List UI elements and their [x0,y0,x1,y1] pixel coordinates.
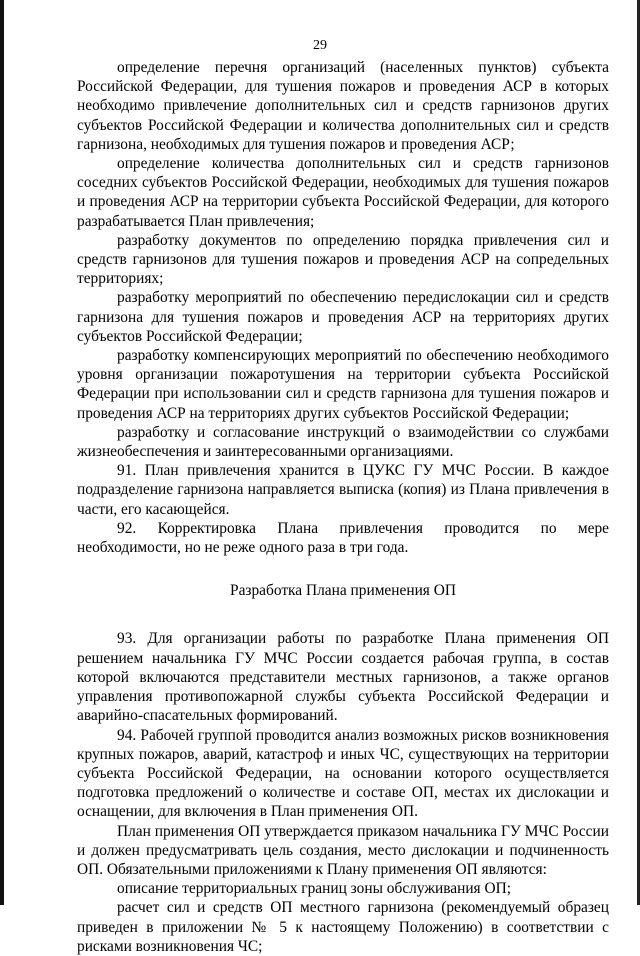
paragraph: разработку и согласование инструкций о взаимодействии со службами жизнеобеспечения и заинтересованными организациями. [77,423,609,461]
paragraph: 91. План привлечения хранится в ЦУКС ГУ МЧС России. В каждое подразделение гарнизона направляется выписка (копия) из Плана привлечения в части, его касающейся. [77,462,609,518]
page-number: 29 [313,38,327,53]
paragraph: 94. Рабочей группой проводится анализ возможных рисков возникновения крупных пожаров, аварий, катастроф и иных ЧС, существующих на территории субъекта Российской Федерации, на основании которого осуществляется подготовка предложений о количестве и составе ОП, местах их дислокации и оснащении, для включения в План применения ОП. [77,726,609,821]
paragraph: определение перечня организаций (населенных пунктов) субъекта Российской Федерации, для тушения пожаров и проведения АСР в которых необходимо привлечение дополнительных сил и средств гарнизонов других субъектов Российской Федерации и количества дополнительных сил и средств гарнизона, необходимых для тушения пожаров и проведения АСР; [77,59,609,153]
scan-edge-left [0,0,4,905]
paragraph: разработку мероприятий по обеспечению передислокации сил и средств гарнизона для тушения пожаров и проведения АСР на территориях других субъектов Российской Федерации; [77,289,609,345]
paragraph: 92. Корректировка Плана привлечения проводится по мере необходимости, но не реже одного раза в три года. [77,519,609,557]
paragraph: разработку документов по определению порядка привлечения сил и средств гарнизонов для тушения пожаров и проведения АСР на сопредельных территориях; [77,231,609,288]
paragraph: расчет сил и средств ОП местного гарнизона (рекомендуемый образец приведен в приложении № 5 к настоящему Положению) в соответствии с рисками возникновения ЧС; [77,899,609,955]
paragraph: разработку компенсирующих мероприятий по обеспечению необходимого уровня организации пожаротушения на территории субъекта Российской Федерации при использовании сил и средств гарнизона для тушения пожаров и проведения АСР на территориях других субъектов Российской Федерации; [77,347,609,422]
paragraph: План применения ОП утверждается приказом начальника ГУ МЧС России и должен предусматривать цель создания, место дислокации и подчиненность ОП. Обязательными приложениями к Плану применения ОП являются: [77,822,609,878]
section-heading: Разработка Плана применения ОП [230,582,456,600]
paragraph: описание территориальных границ зоны обслуживания ОП; [117,880,511,898]
paragraph: определение количества дополнительных сил и средств гарнизонов соседних субъектов Российской Федерации, необходимых для тушения пожаров и проведения АСР на территории субъекта Российской Федерации, для которого разрабатывается План привлечения; [77,155,609,230]
document-body [77,58,609,956]
paragraph: 93. Для организации работы по разработке Плана применения ОП решением начальника ГУ МЧС России создается рабочая группа, в состав которой включаются представители местных гарнизонов, а также органов управления противопожарной службы субъекта Российской Федерации и аварийно-спасательных формирований. [77,630,609,725]
